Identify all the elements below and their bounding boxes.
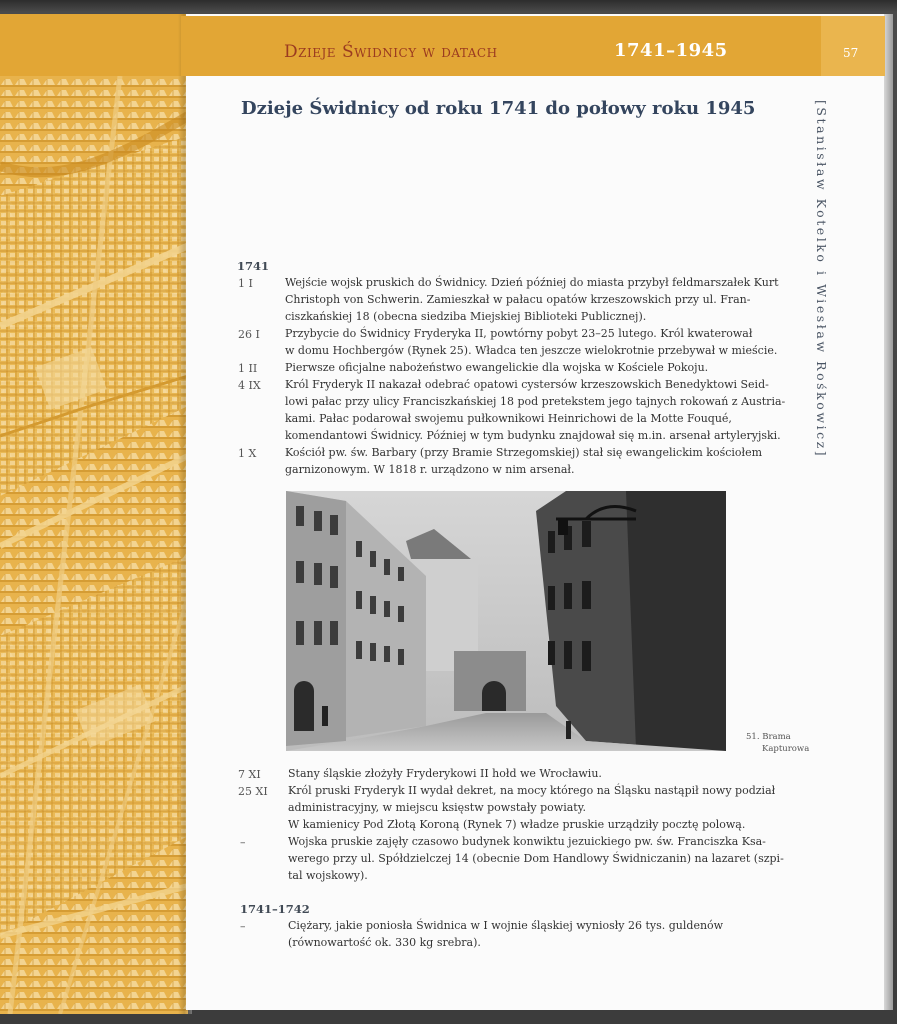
entry-line: (równowartość ok. 330 kg srebra). [288, 936, 481, 949]
entry-text [288, 833, 784, 884]
left-header-band [0, 14, 188, 76]
entry-line: komendantowi Świdnicy. Później w tym budynku znajdował się m.in. arsenał artyleryjski. [285, 429, 781, 442]
entry-line: Wojska pruskie zajęły czasowo budynek konwiktu jezuickiego pw. św. Franciszka Ksa- [288, 835, 766, 848]
entry-line: Wejście wojsk pruskich do Świdnicy. Dzień później do miasta przybył feldmarszałek Kurt [285, 276, 779, 289]
entry-date: 25 XI [238, 785, 268, 798]
running-header-title: Dzieje Świdnicy w datach [284, 42, 498, 62]
entry-text [285, 325, 777, 359]
left-page-aerial-view [0, 14, 188, 1014]
entry-text [288, 765, 602, 782]
entry-line: kami. Pałac podarował swojemu pułkownikowi Heinrichowi de la Motte Fouqué, [285, 412, 732, 425]
entry-line: Christoph von Schwerin. Zamieszkał w pałacu opatów krzeszowskich przy ul. Fran- [285, 293, 751, 306]
entry-line: Przybycie do Świdnicy Fryderyka II, powtórny pobyt 23–25 lutego. Król kwaterował [285, 327, 753, 340]
author-credit-text: [Stanisław Kotelko i Wiesław Rośkowicz] [814, 100, 829, 459]
entry-text [285, 359, 708, 376]
entry-date: 1 II [238, 362, 258, 375]
entry-line: W kamienicy Pod Złotą Koroną (Rynek 7) władze pruskie urządziły pocztę polową. [288, 818, 746, 831]
entry-line: Ciężary, jakie poniosła Świdnica w I wojnie śląskiej wyniosły 26 tys. guldenów [288, 919, 724, 932]
entry-text [288, 782, 775, 833]
entry-line: w domu Hochbergów (Rynek 25). Władca ten jeszcze wielokrotnie przebywał w mieście. [285, 344, 778, 357]
entry-line: Pierwsze oficjalne nabożeństwo ewangelickie dla wojska w Kościele Pokoju. [285, 361, 709, 374]
entry-date: – [240, 920, 246, 933]
entry-line: garnizonowym. W 1818 r. urządzono w nim arsenał. [285, 463, 575, 476]
entry-line: werego przy ul. Spółdzielczej 14 (obecnie Dom Handlowy Świdniczanin) na lazaret (szpi- [288, 852, 784, 865]
entry-line: Stany śląskie złożyły Fryderykowi II hołd we Wrocławiu. [288, 767, 602, 780]
chapter-title: Dzieje Świdnicy od roku 1741 do połowy roku 1945 [241, 98, 756, 119]
historic-street-photo [286, 491, 726, 751]
entry-date: 4 IX [238, 379, 261, 392]
photo-caption-line: Kapturowa [762, 744, 810, 754]
entry-line: Kościół pw. św. Barbary (przy Bramie Strzegomskiej) stał się ewangelickim kościołem [285, 446, 763, 459]
running-header-years: 1741–1945 [614, 40, 728, 61]
entry-line: Król Fryderyk II nakazał odebrać opatowi cystersów krzeszowskich Benedyktowi Seid- [285, 378, 769, 391]
entry-line: lowi pałac przy ulicy Franciszkańskiej 18 pod pretekstem jego tajnych rokowań z Austria- [285, 395, 786, 408]
photo-caption [746, 731, 809, 755]
entry-line: ciszkańskiej 18 (obecna siedziba Miejskiej Biblioteki Publicznej). [285, 310, 647, 323]
entry-line: administracyjny, w miejscu księstw powstały powiaty. [288, 801, 586, 814]
aerial-city-illustration [0, 76, 188, 1014]
entry-text [285, 444, 762, 478]
entry-line: Król pruski Fryderyk II wydał dekret, na mocy którego na Śląsku nastąpił nowy podział [288, 784, 776, 797]
author-credit [813, 100, 829, 459]
entry-text [288, 917, 723, 951]
entry-date: – [240, 836, 246, 849]
photo-caption-line: 51. Brama [746, 732, 791, 742]
entry-date: 1 I [238, 277, 253, 290]
year-heading: 1741 [237, 259, 270, 273]
year-heading: 1741–1742 [240, 902, 310, 916]
entry-date: 7 XI [238, 768, 261, 781]
entry-date: 26 I [238, 328, 260, 341]
entry-line: tal wojskowy). [288, 869, 368, 882]
entry-text [285, 376, 785, 444]
entry-text [285, 274, 779, 325]
entry-date: 1 X [238, 447, 257, 460]
page-edge [884, 14, 893, 1010]
page-number: 57 [843, 46, 859, 60]
